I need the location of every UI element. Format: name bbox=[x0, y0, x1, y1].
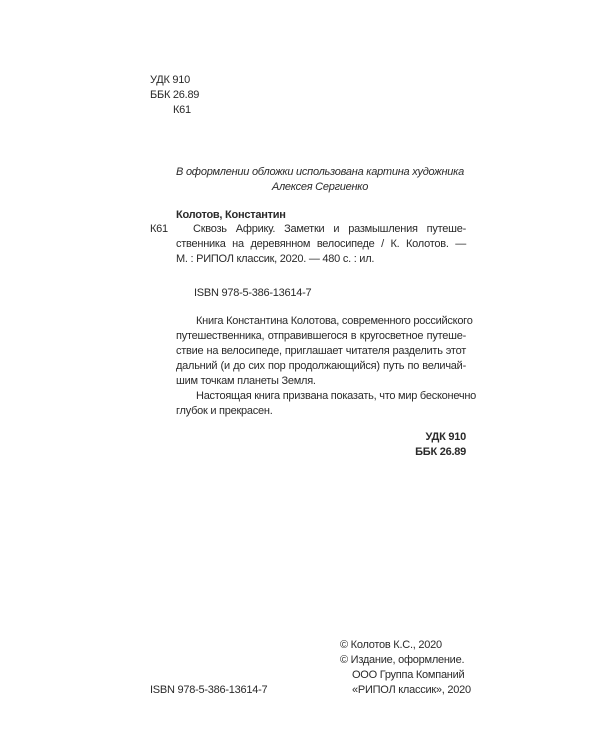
bbk-bottom: ББК 26.89 bbox=[415, 446, 466, 458]
udk-bottom: УДК 910 bbox=[425, 431, 466, 443]
description-line: М. : РИПОЛ классик, 2020. — 480 с. : ил. bbox=[176, 253, 375, 265]
cover-note-line: В оформлении обложки использована картина художника bbox=[176, 166, 464, 178]
annotation-line: ствие на велосипеде, приглашает читателя разделить этот bbox=[176, 345, 466, 357]
copyright-line: ООО Группа Компаний bbox=[352, 669, 465, 681]
annotation-line: Настоящая книга призвана показать, что мир бесконечно bbox=[196, 390, 477, 402]
annotation bbox=[176, 314, 477, 419]
description-line: ственника на деревянном велосипеде / К. Колотов. — bbox=[176, 238, 466, 250]
annotation-line: Книга Константина Колотова, современного российского bbox=[196, 315, 473, 327]
annotation-line: шим точкам планеты Земля. bbox=[176, 375, 316, 387]
annotation-line: путешественника, отправившегося в кругосветное путеше- bbox=[176, 330, 466, 342]
classification-bottom bbox=[415, 430, 466, 460]
copyright-line: © Колотов К.С., 2020 bbox=[340, 639, 442, 651]
copyright-line: © Издание, оформление. bbox=[340, 654, 465, 666]
copyright-line: «РИПОЛ классик», 2020 bbox=[352, 684, 471, 696]
isbn-record: ISBN 978-5-386-13614-7 bbox=[194, 287, 312, 299]
annotation-line: глубок и прекрасен. bbox=[176, 405, 273, 417]
author-heading: Колотов, Константин bbox=[176, 209, 286, 221]
footer-isbn: ISBN 978-5-386-13614-7 bbox=[150, 684, 268, 696]
cover-note bbox=[100, 165, 540, 195]
copyright-block bbox=[340, 638, 471, 698]
description-line: Сквозь Африку. Заметки и размышления путеше- bbox=[193, 223, 466, 235]
annotation-line: дальний (и до сих пор продолжающийся) путь по величай- bbox=[176, 360, 466, 372]
bbk-top: ББК 26.89 bbox=[150, 89, 200, 101]
author-mark-top: К61 bbox=[173, 104, 191, 116]
bibliographic-description bbox=[176, 222, 466, 267]
cover-note-line: Алексея Сергиенко bbox=[271, 181, 369, 193]
udk-top: УДК 910 bbox=[150, 74, 191, 86]
author-mark: К61 bbox=[150, 223, 168, 235]
